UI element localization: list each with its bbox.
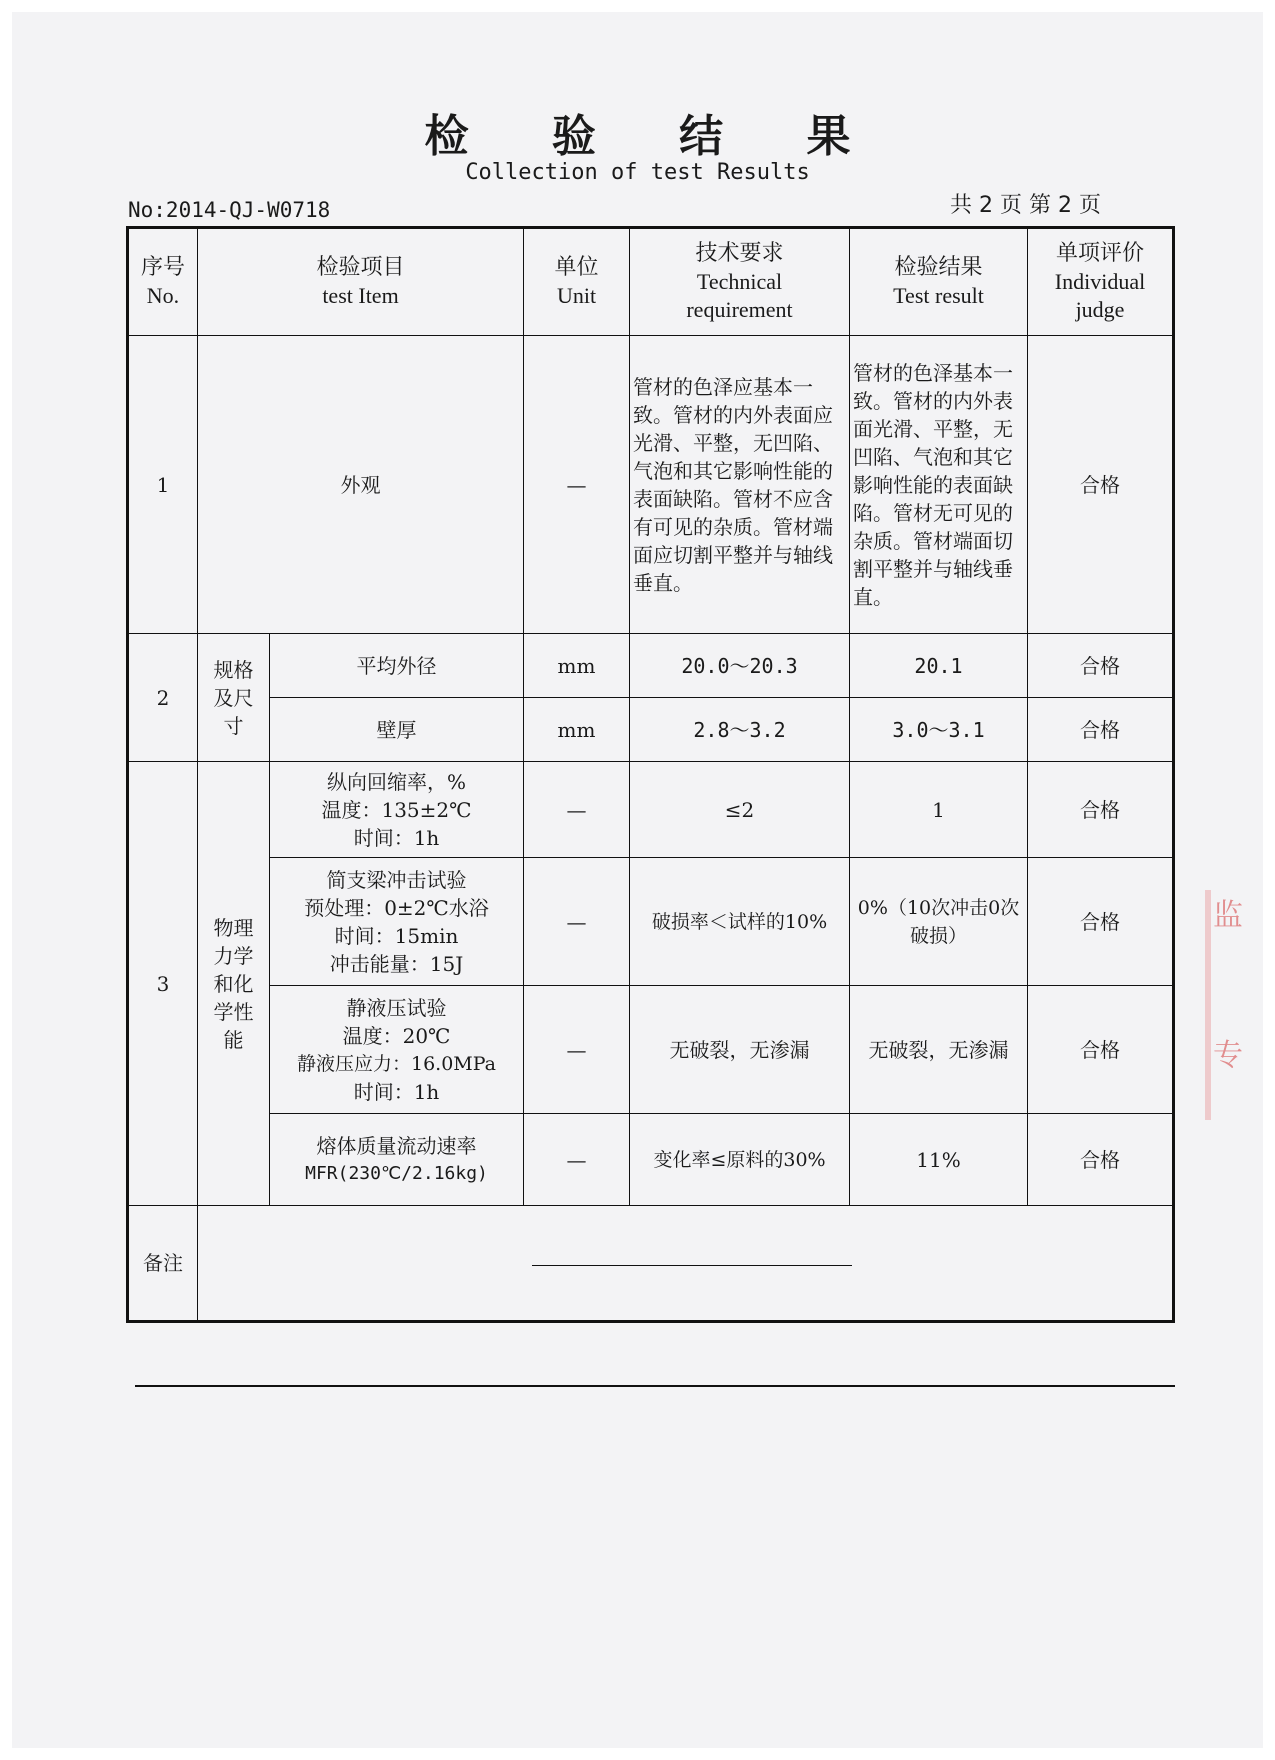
remark-row: [128, 1206, 1174, 1322]
table-row: [128, 986, 1174, 1114]
report-number: No:2014-QJ-W0718: [128, 198, 331, 222]
row-result: 3.0～3.1: [850, 698, 1028, 762]
row-item: 平均外径: [270, 634, 524, 698]
row-unit: —: [524, 858, 630, 986]
row-requirement: 20.0～20.3: [630, 634, 850, 698]
header-item: 检验项目 test Item: [198, 228, 524, 336]
row-group: 规格及尺寸: [198, 634, 270, 762]
row-item: 纵向回缩率，% 温度：135±2℃ 时间：1h: [270, 762, 524, 858]
remark-label: 备注: [128, 1206, 198, 1322]
stamp-char: 专: [1213, 1038, 1243, 1073]
row-result: 11%: [850, 1114, 1028, 1206]
red-seal-stamp: [1205, 890, 1241, 1120]
row-unit: mm: [524, 634, 630, 698]
page-subtitle: Collection of test Results: [465, 160, 810, 185]
row-result: 无破裂，无渗漏: [850, 986, 1028, 1114]
row-judge: 合格: [1028, 634, 1174, 698]
row-requirement: 变化率≤原料的30%: [630, 1114, 850, 1206]
header-no: 序号 No.: [128, 228, 198, 336]
row-item: 简支梁冲击试验 预处理：0±2℃水浴 时间：15min 冲击能量：15J: [270, 858, 524, 986]
row-requirement: 无破裂，无渗漏: [630, 986, 850, 1114]
header-requirement: 技术要求 Technical requirement: [630, 228, 850, 336]
row-no: 1: [128, 336, 198, 634]
row-no: 2: [128, 634, 198, 762]
row-requirement: 2.8～3.2: [630, 698, 850, 762]
row-judge: 合格: [1028, 1114, 1174, 1206]
row-item: 壁厚: [270, 698, 524, 762]
table-row: [128, 1114, 1174, 1206]
row-item: 熔体质量流动速率 MFR(230℃/2.16kg): [270, 1114, 524, 1206]
row-judge: 合格: [1028, 698, 1174, 762]
table-row: [128, 698, 1174, 762]
row-unit: mm: [524, 698, 630, 762]
table-row: [128, 858, 1174, 986]
table-row: [128, 336, 1174, 634]
row-requirement: ≤2: [630, 762, 850, 858]
row-item: 静液压试验 温度：20℃ 静液压应力：16.0MPa 时间：1h: [270, 986, 524, 1114]
row-requirement: 管材的色泽应基本一致。管材的内外表面应光滑、平整，无凹陷、气泡和其它影响性能的表面缺陷。管材不应含有可见的杂质。管材端面应切割平整并与轴线垂直。: [630, 336, 850, 634]
row-result: 1: [850, 762, 1028, 858]
row-group: 物理力学和化学性能: [198, 762, 270, 1206]
row-judge: 合格: [1028, 986, 1174, 1114]
row-unit: —: [524, 336, 630, 634]
results-table: [126, 226, 1175, 1323]
stamp-char: 监: [1213, 898, 1243, 933]
row-no: 3: [128, 762, 198, 1206]
row-judge: 合格: [1028, 858, 1174, 986]
row-judge: 合格: [1028, 336, 1174, 634]
page-title: 检 验 结 果: [424, 111, 885, 162]
page-count: 共 2 页 第 2 页: [950, 193, 1101, 218]
table-header-row: [128, 228, 1174, 336]
header-result: 检验结果 Test result: [850, 228, 1028, 336]
remark-underline: [532, 1265, 852, 1266]
table-row: [128, 762, 1174, 858]
row-result: 管材的色泽基本一致。管材的内外表面光滑、平整，无凹陷、气泡和其它影响性能的表面缺陷。管材无可见的杂质。管材端面切割平整并与轴线垂直。: [850, 336, 1028, 634]
row-unit: —: [524, 986, 630, 1114]
remark-content: [198, 1206, 1174, 1322]
stamp-edge: [1205, 890, 1211, 1120]
row-unit: —: [524, 762, 630, 858]
row-unit: —: [524, 1114, 630, 1206]
row-judge: 合格: [1028, 762, 1174, 858]
bottom-divider: [135, 1385, 1175, 1387]
header-judge: 单项评价 Individual judge: [1028, 228, 1174, 336]
row-result: 20.1: [850, 634, 1028, 698]
row-requirement: 破损率＜试样的10%: [630, 858, 850, 986]
row-result: 0%（10次冲击0次破损）: [850, 858, 1028, 986]
row-item: 外观: [198, 336, 524, 634]
header-unit: 单位 Unit: [524, 228, 630, 336]
table-row: [128, 634, 1174, 698]
